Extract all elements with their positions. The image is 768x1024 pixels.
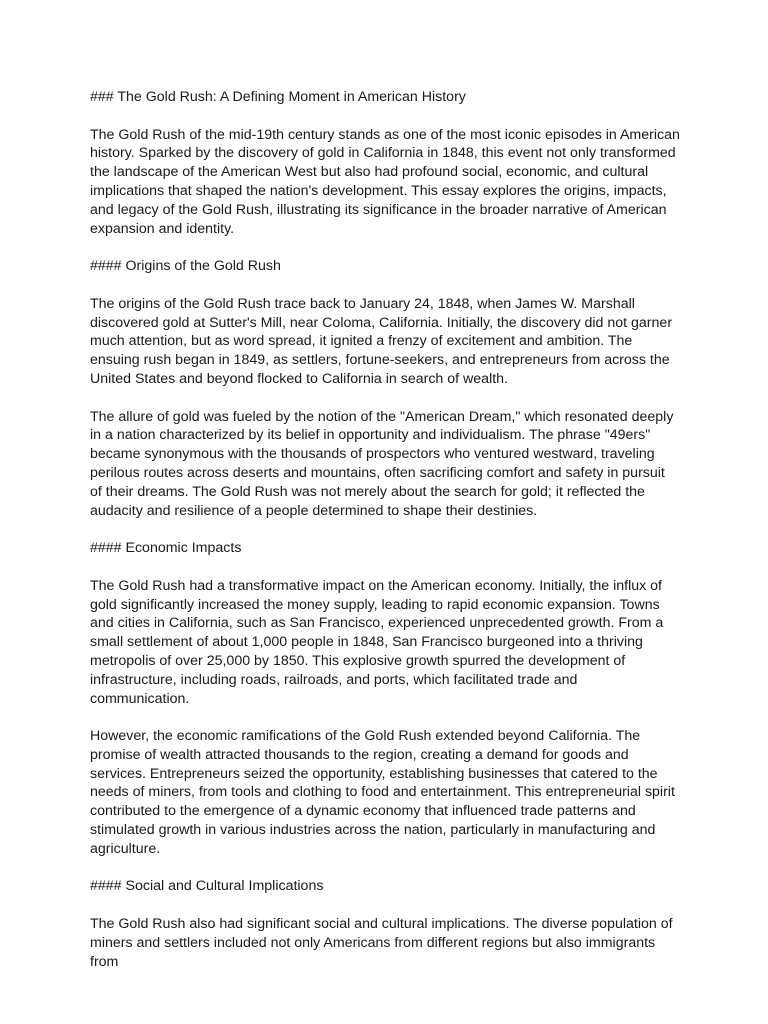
document-title: ### The Gold Rush: A Defining Moment in American History bbox=[90, 89, 466, 105]
paragraph: The Gold Rush had a transformative impact on the American economy. Initially, the influx of gold significantly increased the money supply, leading to rapid economic expansion. Towns and cities in California, such as San Francisco, experienced unprecedented growth. From a small settlement of about 1,000 people in 1848, San Francisco burgeoned into a thriving metropolis of over 25,000 by 1850. This explosive growth spurred the development of infrastructure, including roads, railroads, and ports, which facilitated trade and communication. bbox=[90, 577, 664, 707]
section-heading-economic-impacts: #### Economic Impacts bbox=[90, 540, 242, 557]
document-body bbox=[90, 88, 680, 990]
paragraph: The origins of the Gold Rush trace back to January 24, 1848, when James W. Marshall discovered gold at Sutter's Mill, near Coloma, California. Initially, the discovery did not garner much attention, but as word spread, it ignited a frenzy of excitement and ambition. The ensuing rush began in 1849, as settlers, fortune-seekers, and entrepreneurs from across the United States and beyond flocked to California in search of wealth. bbox=[90, 295, 673, 387]
paragraph: The Gold Rush also had significant social and cultural implications. The diverse population of miners and settlers included not only Americans from different regions but also immigrants from bbox=[90, 916, 673, 970]
paragraph: The allure of gold was fueled by the notion of the "American Dream," which resonated deeply in a nation characterized by its belief in opportunity and individualism. The phrase "49ers" became synonymous with the thousands of prospectors who ventured westward, traveling perilous routes across deserts and mountains, often sacrificing comfort and safety in pursuit of their dreams. The Gold Rush was not merely about the search for gold; it reflected the audacity and resilience of a people determined to shape their destinies. bbox=[90, 408, 674, 519]
paragraph: However, the economic ramifications of the Gold Rush extended beyond California. The promise of wealth attracted thousands to the region, creating a demand for goods and services. Entrepreneurs seized the opportunity, establishing businesses that catered to the needs of miners, from tools and clothing to food and entertainment. This entrepreneurial spirit contributed to the emergence of a dynamic economy that influenced trade patterns and stimulated growth in various industries across the nation, particularly in manufacturing and agriculture. bbox=[90, 728, 675, 857]
section-heading-origins: #### Origins of the Gold Rush bbox=[90, 258, 281, 275]
intro-paragraph: The Gold Rush of the mid-19th century stands as one of the most iconic episodes in American history. Sparked by the discovery of gold in California in 1848, this event not only transformed the landscape of the American West but also had profound social, economic, and cultural implications that shaped the nation's development. This essay explores the origins, impacts, and legacy of the Gold Rush, illustrating its significance in the broader narrative of American expansion and identity. bbox=[90, 126, 680, 237]
section-heading-social-cultural: #### Social and Cultural Implications bbox=[90, 878, 324, 895]
